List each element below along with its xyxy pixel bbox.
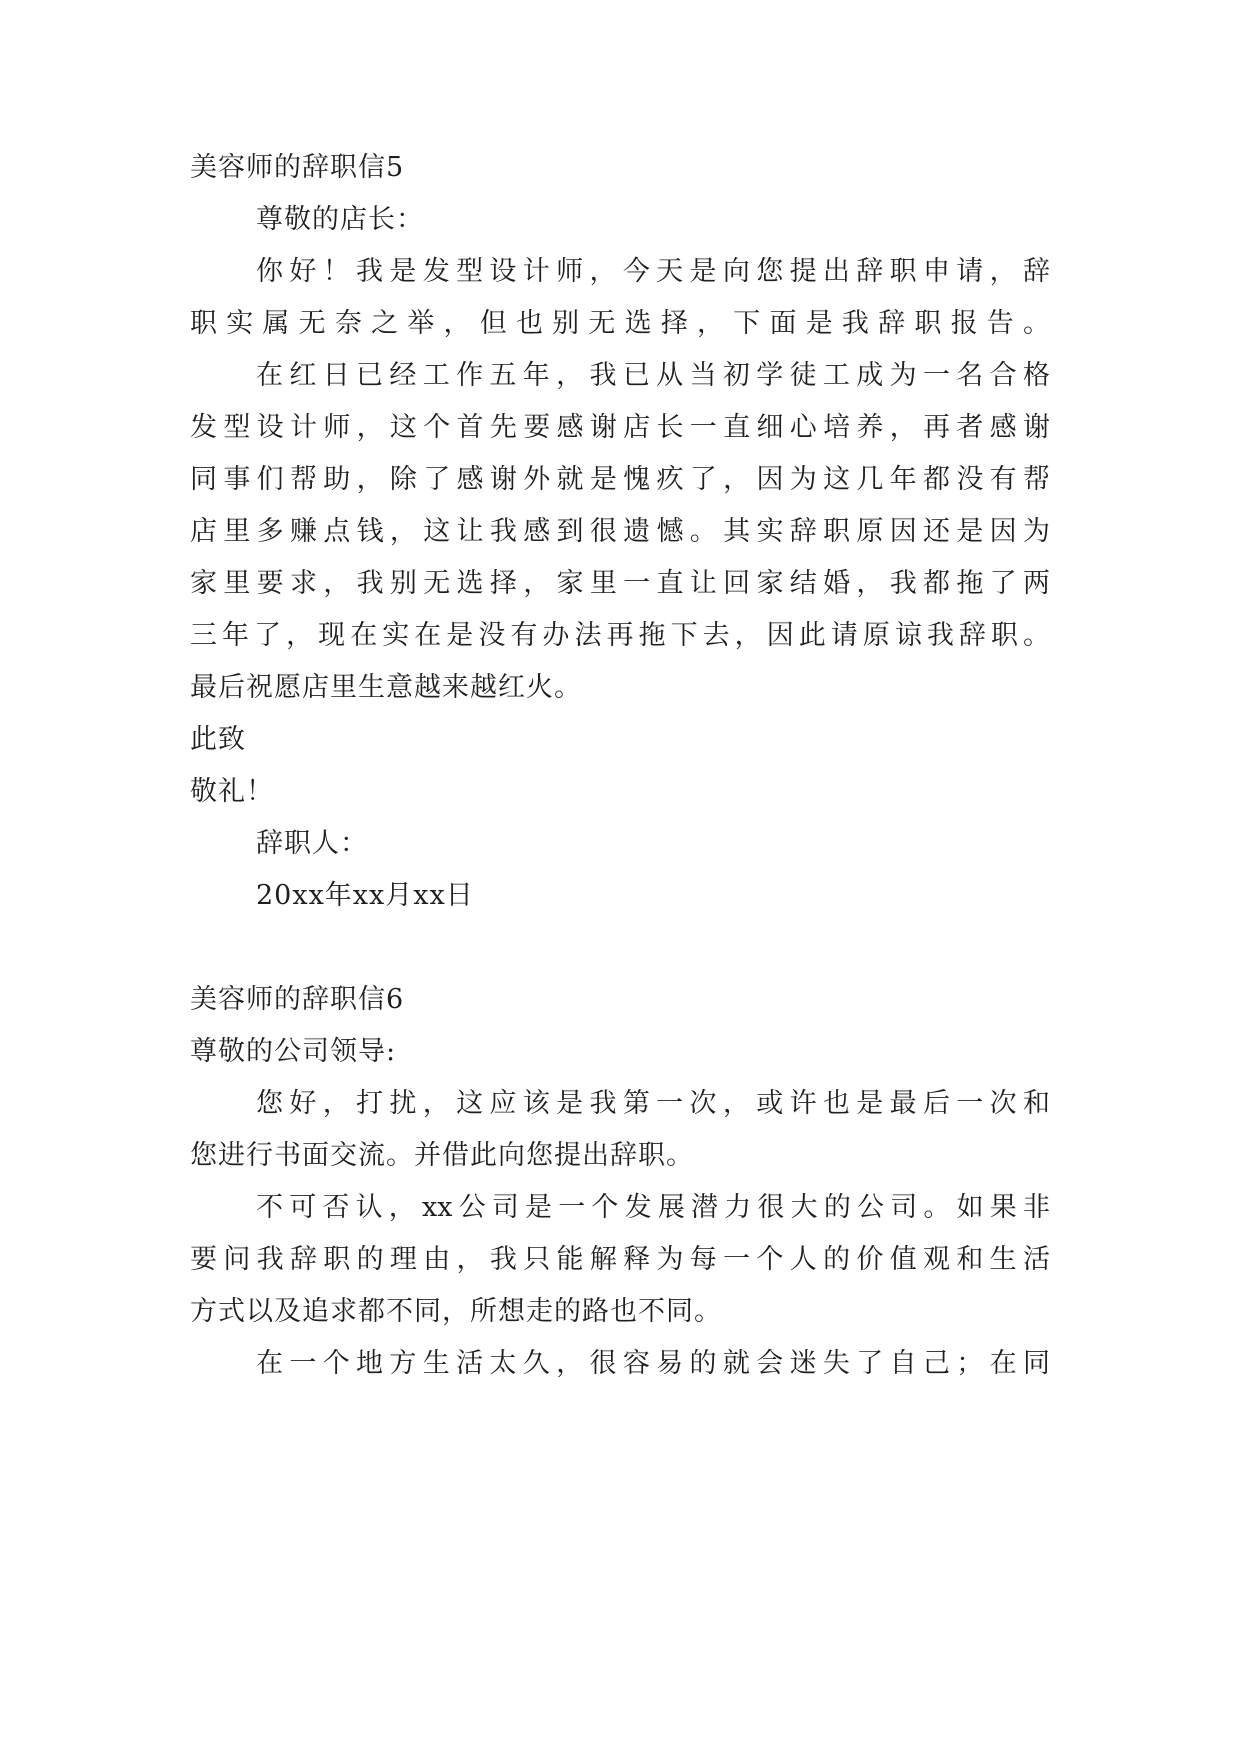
letter6-line-2: 您进行书面交流。并借此向您提出辞职。 xyxy=(190,1140,694,1171)
letter5-line-2: 职实属无奈之举，但也别无选择，下面是我辞职报告。 xyxy=(190,308,1050,339)
letter5-line-4: 发型设计师，这个首先要感谢店长一直细心培养，再者感谢 xyxy=(190,412,1050,443)
letter5-line-5: 同事们帮助，除了感谢外就是愧疚了，因为这几年都没有帮 xyxy=(190,464,1050,495)
letter5-line-8: 三年了，现在实在是没有办法再拖下去，因此请原谅我辞职。 xyxy=(190,620,1050,651)
letter5-closing-1: 此致 xyxy=(190,724,246,755)
letter6-line-5: 方式以及追求都不同，所想走的路也不同。 xyxy=(190,1296,722,1327)
letter5-line-7: 家里要求，我别无选择，家里一直让回家结婚，我都拖了两 xyxy=(190,568,1050,599)
letter5-signer: 辞职人： xyxy=(256,828,368,859)
letter5-line-9: 最后祝愿店里生意越来越红火。 xyxy=(190,672,582,703)
letter6-salutation: 尊敬的公司领导: xyxy=(190,1036,397,1067)
letter5-line-1: 你好！我是发型设计师，今天是向您提出辞职申请，辞 xyxy=(256,256,1050,287)
letter5-closing-2: 敬礼！ xyxy=(190,776,274,807)
letter5-title: 美容师的辞职信5 xyxy=(190,152,405,183)
letter5-date: 20xx年xx月xx日 xyxy=(256,880,474,911)
letter5-salutation: 尊敬的店长： xyxy=(256,204,424,235)
letter6-title: 美容师的辞职信6 xyxy=(190,984,405,1015)
letter6-line-6: 在一个地方生活太久，很容易的就会迷失了自己；在同 xyxy=(256,1348,1050,1379)
letter6-line-4: 要问我辞职的理由，我只能解释为每一个人的价值观和生活 xyxy=(190,1244,1050,1275)
letter5-line-6: 店里多赚点钱，这让我感到很遗憾。其实辞职原因还是因为 xyxy=(190,516,1050,547)
letter5-line-3: 在红日已经工作五年，我已从当初学徒工成为一名合格 xyxy=(256,360,1050,391)
letter6-line-1: 您好，打扰，这应该是我第一次，或许也是最后一次和 xyxy=(256,1088,1050,1119)
letter6-line-3: 不可否认，xx公司是一个发展潜力很大的公司。如果非 xyxy=(256,1192,1050,1223)
